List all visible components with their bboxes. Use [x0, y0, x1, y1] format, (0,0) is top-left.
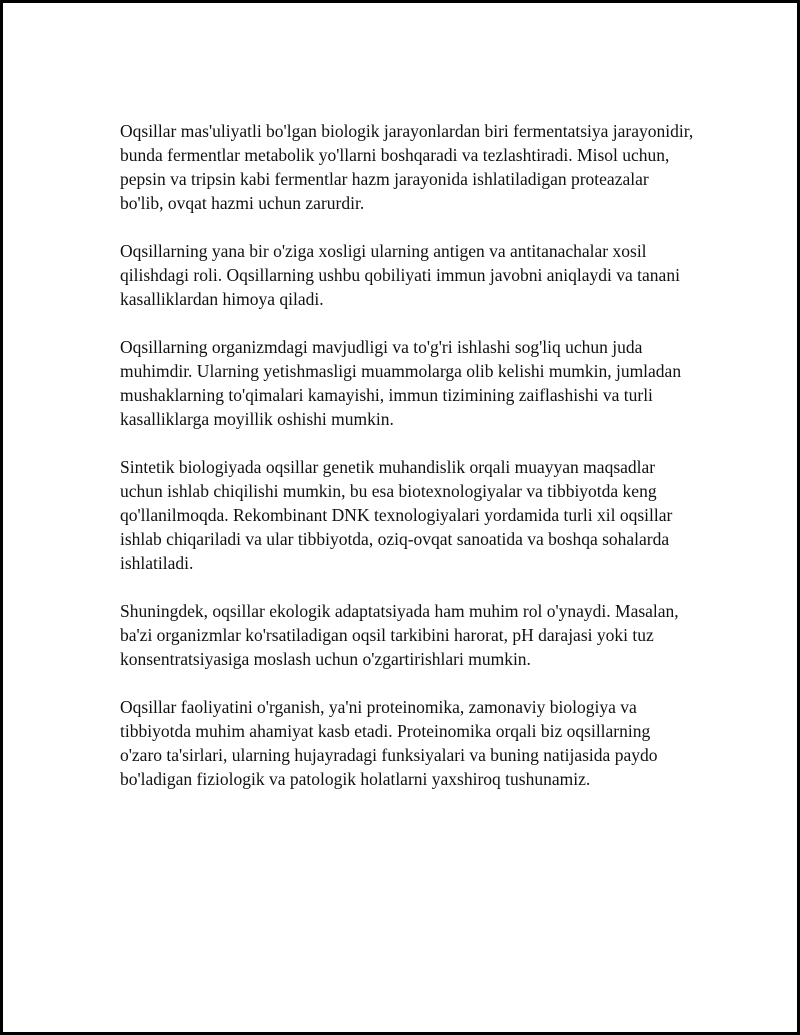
- paragraph-health: Oqsillarning organizmdagi mavjudligi va to'g'ri ishlashi sog'liq uchun juda muhimdir. Ularning yetishmasligi muammolarga olib kelishi mumkin, jumladan mushaklarning to'qimalari kamayishi, immun tizimining zaiflashishi va turli kasalliklarga moyillik oshishi mumkin.: [120, 337, 682, 429]
- paragraph-antigens: Oqsillarning yana bir o'ziga xosligi ularning antigen va antitanachalar xosil qilishdagi roli. Oqsillarning ushbu qobiliyati immun javobni aniqlaydi va tanani kasalliklardan himoya qiladi.: [120, 241, 680, 309]
- paragraph-ecological-adaptation: Shuningdek, oqsillar ekologik adaptatsiyada ham muhim rol o'ynaydi. Masalan, ba'zi organizmlar ko'rsatiladigan oqsil tarkibini harorat, pH darajasi yoki tuz konsentratsiyasiga moslash uchun o'zgartirishlari mumkin.: [120, 601, 679, 669]
- paragraph-proteomics: Oqsillar faoliyatini o'rganish, ya'ni proteinomika, zamonaviy biologiya va tibbiyotda muhim ahamiyat kasb etadi. Proteinomika orqali biz oqsillarning o'zaro ta'sirlari, ularning hujayradagi funksiyalari va buning natijasida paydo bo'ladigan fiziologik va patologik holatlarni yaxshiroq tushunamiz.: [120, 697, 658, 789]
- paragraph-fermentation: Oqsillar mas'uliyatli bo'lgan biologik jarayonlardan biri fermentatsiya jarayonidir, bunda fermentlar metabolik yo'llarni boshqaradi va tezlashtiradi. Misol uchun, pepsin va tripsin kabi fermentlar hazm jarayonida ishlatiladigan proteazalar bo'lib, ovqat hazmi uchun zarurdir.: [120, 121, 694, 213]
- paragraph-synthetic-biology: Sintetik biologiyada oqsillar genetik muhandislik orqali muayyan maqsadlar uchun ishlab chiqilishi mumkin, bu esa biotexnologiyalar va tibbiyotda keng qo'llanilmoqda. Rekombinant DNK texnologiyalari yordamida turli xil oqsillar ishlab chiqariladi va ular tibbiyotda, oziq-ovqat sanoatida va boshqa sohalarda ishlatiladi.: [120, 457, 673, 573]
- document-body: [120, 119, 695, 791]
